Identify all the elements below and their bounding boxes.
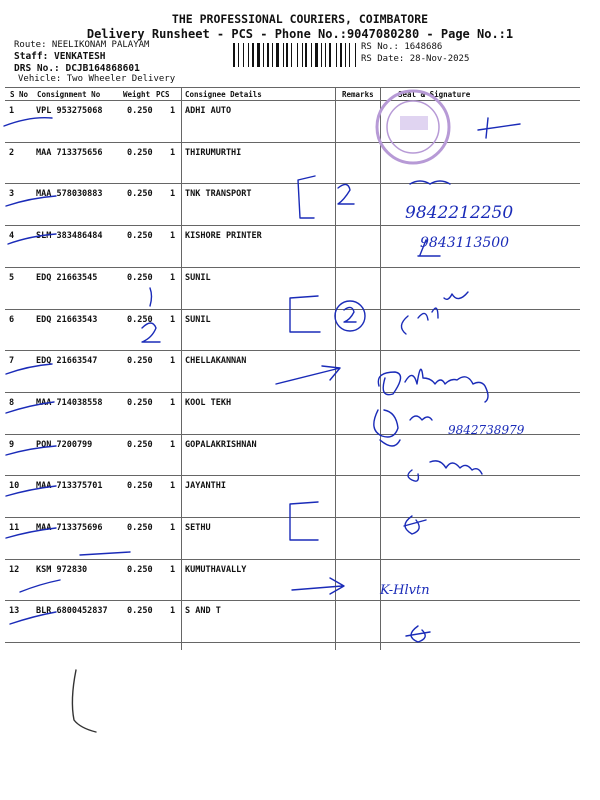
mark-row5 — [150, 288, 152, 306]
row-pcs: 1 — [170, 147, 176, 158]
row-sno: 7 — [9, 356, 15, 367]
arrow-row12 — [292, 578, 344, 594]
row-consignment: BLR 6800452837 — [36, 606, 108, 617]
tick-mark — [6, 196, 56, 206]
row-consignee: JAYANTHI — [185, 481, 226, 492]
row-consignment: VPL 953275068 — [36, 106, 103, 116]
row-consignee: THIRUMURTHI — [185, 147, 242, 158]
drs-label: DRS No.: DCJB164868601 — [14, 63, 140, 74]
row-consignment: MAA 713375701 — [36, 481, 103, 492]
row-consignment: PON 7200799 — [36, 439, 93, 450]
tick-mark — [80, 552, 130, 555]
signature-row8-mark — [374, 410, 400, 446]
row-consignment: MAA 578030883 — [36, 189, 103, 200]
arrow-row7 — [276, 366, 340, 384]
row-sno: 2 — [9, 147, 15, 158]
row-sno: 12 — [9, 564, 20, 575]
signature-row8-scribble — [410, 416, 432, 420]
remark-bracket-row6 — [290, 296, 320, 332]
tick-mark — [4, 118, 52, 126]
remark-circle-row6 — [335, 301, 365, 331]
row-sno: 3 — [9, 189, 15, 200]
row-consignee: SUNIL — [185, 272, 211, 283]
tick-mark — [10, 612, 56, 624]
staff-label: Staff: VENKATESH — [14, 51, 106, 62]
row-weight: 0.250 — [127, 439, 153, 450]
row-consignment: MAA 713375696 — [36, 523, 103, 533]
row-consignee: KOOL TEKH — [185, 397, 232, 408]
tick-mark — [6, 528, 56, 538]
row-weight: 0.250 — [127, 523, 153, 533]
row-pcs: 1 — [170, 606, 176, 617]
row-pcs: 1 — [170, 439, 176, 450]
row-sno: 10 — [9, 481, 20, 492]
row-sno: 8 — [9, 397, 15, 408]
col-header-consignment: Consignment No — [37, 90, 101, 99]
row-consignment: KSM 972830 — [36, 564, 88, 575]
row-pcs: 1 — [170, 523, 176, 533]
row-sno: 5 — [9, 272, 15, 283]
col-header-weight: Weight — [123, 90, 151, 99]
tick-mark — [6, 446, 56, 455]
remark-digit-row6 — [344, 307, 356, 322]
tick-mark — [20, 580, 60, 592]
signature-row13 — [406, 626, 430, 642]
row-consignee: KUMUTHAVALLY — [185, 564, 247, 575]
row-consignee: ADHI AUTO — [185, 106, 232, 116]
signature-row1 — [478, 118, 520, 138]
phone-row4: 9843113500 — [420, 235, 510, 251]
col-header-consignee: Consignee Details — [185, 90, 262, 99]
row-consignment: SLM 383486484 — [36, 231, 103, 242]
rs-date: RS Date: 28-Nov-2025 — [361, 54, 470, 64]
signature-row7 — [378, 369, 488, 402]
company-title: THE PROFESSIONAL COURIERS, COIMBATORE — [171, 12, 429, 26]
row-pcs: 1 — [170, 356, 176, 367]
tick-mark — [6, 402, 54, 413]
tick-mark — [8, 234, 56, 244]
route-label: Route: NEELIKONAM PALAYAM — [14, 40, 150, 50]
row-sno: 1 — [9, 106, 15, 116]
row-weight: 0.250 — [127, 189, 153, 200]
row-weight: 0.250 — [127, 397, 153, 408]
runsheet-subtitle: Delivery Runsheet - PCS - Phone No.:9047080280 - Page No.:1 — [86, 27, 514, 41]
row-weight: 0.250 — [127, 564, 153, 575]
col-header-signature: Seal & Signature — [398, 90, 471, 99]
row-weight: 0.250 — [127, 356, 153, 367]
row-sno: 11 — [9, 523, 20, 533]
row-weight: 0.250 — [127, 606, 153, 617]
row-weight: 0.250 — [127, 106, 153, 116]
row-consignee: KISHORE PRINTER — [185, 231, 262, 242]
signature-row12: K-Hlvtn — [380, 583, 430, 598]
signature-row3 — [410, 181, 450, 184]
row-pcs: 1 — [170, 189, 176, 200]
digit-row6 — [142, 323, 160, 342]
row-consignment: EDQ 21663543 — [36, 314, 98, 325]
row-consignment: EDQ 21663547 — [36, 356, 98, 367]
row-pcs: 1 — [170, 564, 176, 575]
row-pcs: 1 — [170, 481, 176, 492]
stamp-date-block — [400, 116, 428, 130]
row-pcs: 1 — [170, 106, 176, 116]
row-consignee: SETHU — [185, 523, 211, 533]
signature-row6 — [401, 292, 468, 334]
row-weight: 0.250 — [127, 231, 153, 242]
row-weight: 0.250 — [127, 481, 153, 492]
row-sno: 9 — [9, 439, 15, 450]
row-consignee: CHELLAKANNAN — [185, 356, 247, 367]
row-consignee: SUNIL — [185, 314, 211, 325]
row-pcs: 1 — [170, 231, 176, 242]
row-consignment: MAA 714038558 — [36, 397, 103, 408]
row-weight: 0.250 — [127, 147, 153, 158]
row-consignee: GOPALAKRISHNAN — [185, 439, 257, 450]
row-weight: 0.250 — [127, 272, 153, 283]
tick-mark — [6, 486, 56, 496]
row-consignment: MAA 713375656 — [36, 147, 103, 158]
row-sno: 4 — [9, 231, 15, 242]
row-sno: 6 — [9, 314, 15, 325]
signature-row9 — [408, 461, 482, 481]
col-header-sno: S No — [10, 90, 29, 99]
remark-bracket-row3 — [298, 176, 315, 218]
row-consignment: EDQ 21663545 — [36, 272, 98, 283]
signature-row11 — [404, 516, 426, 534]
row-weight: 0.250 — [127, 314, 153, 325]
row-consignee: S AND T — [185, 606, 221, 617]
remark-bracket-row11 — [290, 502, 318, 540]
phone-row3: 9842212250 — [405, 203, 514, 223]
row-pcs: 1 — [170, 314, 176, 325]
tick-mark — [6, 364, 52, 374]
vehicle-label: Vehicle: Two Wheeler Delivery — [18, 74, 176, 84]
row-pcs: 1 — [170, 397, 176, 408]
stray-mark — [72, 670, 96, 732]
row-consignee: TNK TRANSPORT — [185, 189, 252, 200]
col-header-remarks: Remarks — [342, 90, 374, 99]
remark-digit-row3 — [338, 184, 354, 204]
row-pcs: 1 — [170, 272, 176, 283]
rs-number: RS No.: 1648686 — [361, 42, 443, 52]
row-sno: 13 — [9, 606, 20, 617]
col-header-pcs: PCS — [156, 90, 170, 99]
phone-row8: 9842738979 — [448, 423, 525, 437]
